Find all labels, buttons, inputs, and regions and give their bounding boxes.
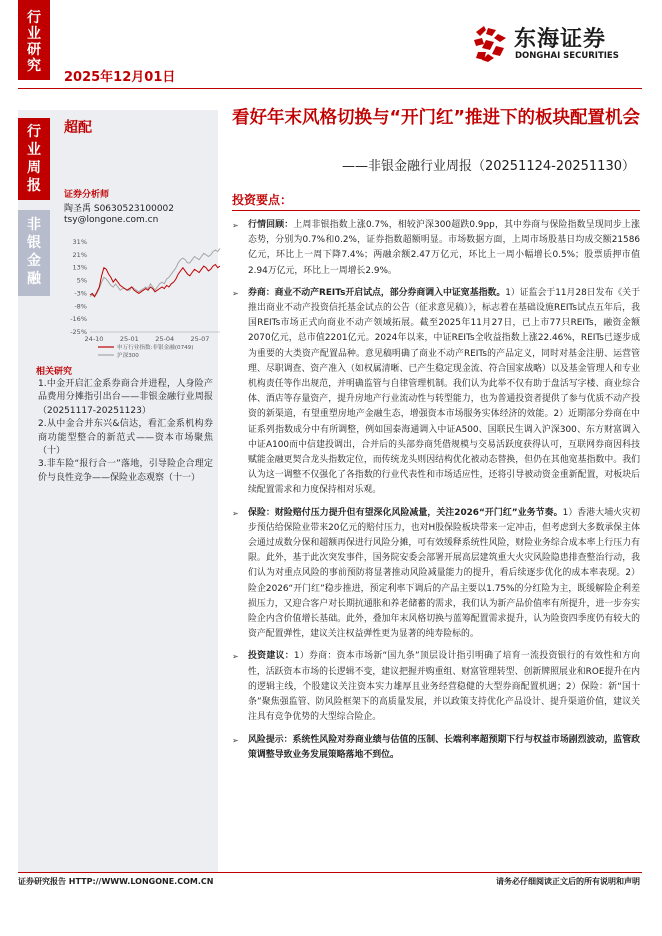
x-tick-label: 24-10: [84, 335, 104, 343]
footer-right: 请务必仔细阅读正文后的所有说明和声明: [496, 877, 640, 886]
sidebar-tab-char: 融: [27, 271, 41, 287]
category-tab-char: 究: [27, 58, 41, 74]
key-point: [232, 506, 640, 643]
arrow-bullet-icon: ➢: [232, 221, 239, 230]
performance-chart: [62, 236, 222, 359]
related-item[interactable]: 2.从中金合并东兴&信达，看汇金系机构券商功能型整合的新范式——资本市场聚焦（十）: [38, 419, 213, 457]
sidebar-tab-char: 银: [27, 235, 41, 251]
sidebar-tab-industry: [18, 210, 50, 296]
x-tick-label: 25-04: [155, 335, 175, 343]
header-divider: [18, 88, 642, 89]
key-points-heading: 投资要点：: [232, 193, 293, 207]
series-line: [90, 248, 220, 296]
analyst-heading: 证券分析师: [64, 190, 110, 200]
arrow-bullet-icon: ➢: [232, 508, 239, 518]
sidebar-tab-char: 业: [27, 142, 41, 158]
key-point-lead: 券商：商业不动产REITs开启试点，部分券商调入中证宽基指数。: [248, 287, 506, 298]
category-tab-char: 行: [27, 10, 41, 26]
sidebar-tab-char: 行: [27, 124, 41, 140]
sidebar-tab-char: 非: [27, 217, 41, 233]
y-tick-label: -3%: [74, 289, 87, 298]
arrow-bullet-icon: ➢: [232, 288, 239, 298]
key-point-text: 1）证监会于11月28日发布《关于推出商业不动产投资信托基金试点的公告（征求意见稿）》，标志着在基础设施REITs试点五年后，我国REITs市场正式向商业不动产领域拓展。截至2025年11月27日，已上市77只REITs，融资金额2070亿元，总市值2201亿元。2024年以来，中证REITs全收益指数上涨22.46%，REITs已逐步成为重要的大类资产配置品种。意见稿明确了商业不动产REITs的产品定义，同时对基金注册、运营管理、尽职调查、资产准入（如权属清晰、已产生稳定现金流、符合国家战略）以及基金管理人和专业机构责任等作出规范，并明确监管与自律管理机制。我们认为此举不仅有助于盘活写字楼、商业综合体、酒店等存量资产，提升房地产行业流动性与转型能力，也为普通投资者提供了参与优质不动产投资的新渠道，有望重塑房地产金融生态，增强资本市场服务实体经济的效能。2）近期部分券商在中证系列指数成分中有所调整，例如国泰海通调入中证A500、国联民生调入沪深300、东方财富调入中证A100而中信建投调出，合并后的头部券商凭借规模与交易活跃度获得认可，互联网券商因科技赋能金融更契合龙头指数定位，而传统龙头则因结构优化被动态替换，但仍在其他宽基指数中。我们认为这一调整不仅强化了各指数的行业代表性和市场适应性，还将引导被动资金重新配置，对板块后续配置需求和力度保持相对乐观。: [248, 287, 641, 496]
related-heading: 相关研究: [36, 367, 73, 377]
key-point-lead: 保险：财险赔付压力提升但有望深化风险减量，关注2026“开门红”业务节奏。: [248, 507, 563, 518]
y-tick-label: 13%: [72, 263, 87, 272]
key-point-text: 上周非银指数上涨0.7%，相较沪深300超跌0.9pp，其中券商与保险指数呈现同步上涨态势，分别为0.7%和0.2%，证券指数超额明显。市场数据方面，上周市场股基日均成交额21586亿元，环比上一周下降7.4%；两融余额2.47万亿元，环比上一周小幅增长0.5%；股票质押市值2.94万亿元，环比上一周增长2.9%。: [248, 220, 641, 276]
key-point: [232, 286, 640, 499]
category-tab-char: 研: [27, 42, 41, 58]
key-point: [232, 733, 640, 763]
key-points-list: [232, 218, 640, 763]
sidebar-tab-char: 金: [27, 253, 41, 269]
key-point-text: 1）香港大埔火灾初步预估给保险业带来20亿元的赔付压力，也对H股保险板块带来一定冲击，但考虑到大多数承保主体会通过成数分保和超额再保进行风险分摊，可有效缓释系统性风险，财险业务综合成本率上行压力有限。此外，基于此次突发事件，国务院安委会部署开展高层建筑重大火灾风险隐患排查整治行动，我们认为对重点风险的事前预防将显著推动风险减量能力的提升，看后续逐步优化的成本率表现。2）险企2026“开门红”稳步推进，预定利率下调后的产品主要以1.75%的分红险为主，既缓解险企利差损压力，又迎合客户对长期抗通胀和养老储蓄的需求，我们认为新产品价值率有所提升，进一步夯实险企内含价值增长基础。此外，叠加年末风格切换与蓝筹配置需求提升，认为险资四季度仍有较大的资产配置弹性，建议关注权益弹性更为显著的纯寿险标的。: [248, 507, 640, 640]
legend-label: 沪深300: [117, 353, 139, 359]
report-subtitle: ——非银金融行业周报（20251124-20251130）: [341, 159, 635, 174]
logo-en: DONGHAI SECURITIES: [515, 51, 619, 61]
arrow-bullet-icon: ➢: [232, 652, 239, 662]
related-item[interactable]: 3.非车险“报行合一”落地，引导险企合理定价与良性竞争——保险业态观察（十一）: [38, 459, 213, 483]
y-tick-label: -8%: [74, 302, 87, 311]
related-list: [38, 378, 213, 485]
analyst-email: tsy@longone.com.cn: [64, 215, 159, 225]
footer-divider: [18, 872, 642, 873]
x-tick-label: 25-01: [119, 335, 139, 343]
y-tick-label: -16%: [70, 315, 87, 324]
company-logo: [470, 22, 640, 70]
key-points-divider: [232, 210, 640, 211]
related-item[interactable]: 1.中金开启汇金系券商合并进程，人身险产品费用分摊指引出台——非银金融行业周报（20251117-20251123）: [38, 379, 213, 416]
analyst-name: 陶圣禹 S0630523100002: [64, 204, 175, 214]
category-tab-char: 业: [27, 26, 41, 42]
key-point: [232, 649, 640, 725]
footer-left[interactable]: 证券研究报告 HTTP://WWW.LONGONE.COM.CN: [18, 877, 214, 886]
key-point-lead: 行情回顾：: [248, 220, 294, 230]
y-tick-label: 31%: [72, 238, 87, 246]
y-tick-label: -25%: [70, 328, 87, 336]
rating: 超配: [64, 120, 92, 136]
report-title: 看好年末风格切换与“开门红”推进下的板块配置机会: [232, 108, 641, 128]
legend-label: 申万行业指数:非银金融(0749): [117, 345, 194, 351]
report-date: 2025年12月01日: [64, 70, 176, 85]
logo-cn: 东海证券: [514, 27, 607, 52]
y-tick-label: 21%: [72, 250, 87, 259]
y-tick-label: 5%: [76, 276, 87, 285]
x-tick-label: 25-07: [190, 335, 210, 343]
sidebar-tab-char: 周: [27, 160, 41, 176]
sidebar-tab-weekly: [18, 118, 50, 200]
category-tab: [18, 0, 50, 80]
key-point: [232, 218, 640, 279]
key-point-lead: 风险提示：系统性风险对券商业绩与估值的压制、长端利率超预期下行与权益市场剧烈波动，监管政策调整导致业务发展策略落地不到位。: [248, 734, 640, 760]
sidebar-tab-char: 报: [27, 178, 41, 194]
key-point-text: 1）券商：资本市场新“国九条”顶层设计指引明确了培育一流投资银行的有效性和方向性，活跃资本市场的长逻辑不变，建议把握并购重组、财富管理转型、创新牌照展业和ROE提升在内的逻辑主线，个股建议关注资本实力雄厚且业务经营稳健的大型券商配置机遇；2）保险：新“国十条”聚焦强监管、防风险框架下的高质量发展，并以政策支持优化产品设计、提升渠道价值，建议关注具有竞争优势的大型综合险企。: [248, 651, 640, 723]
key-point-lead: 投资建议：: [248, 651, 294, 662]
arrow-bullet-icon: ➢: [232, 735, 239, 745]
logo-mark-icon: [470, 24, 510, 64]
series-line: [90, 265, 220, 297]
